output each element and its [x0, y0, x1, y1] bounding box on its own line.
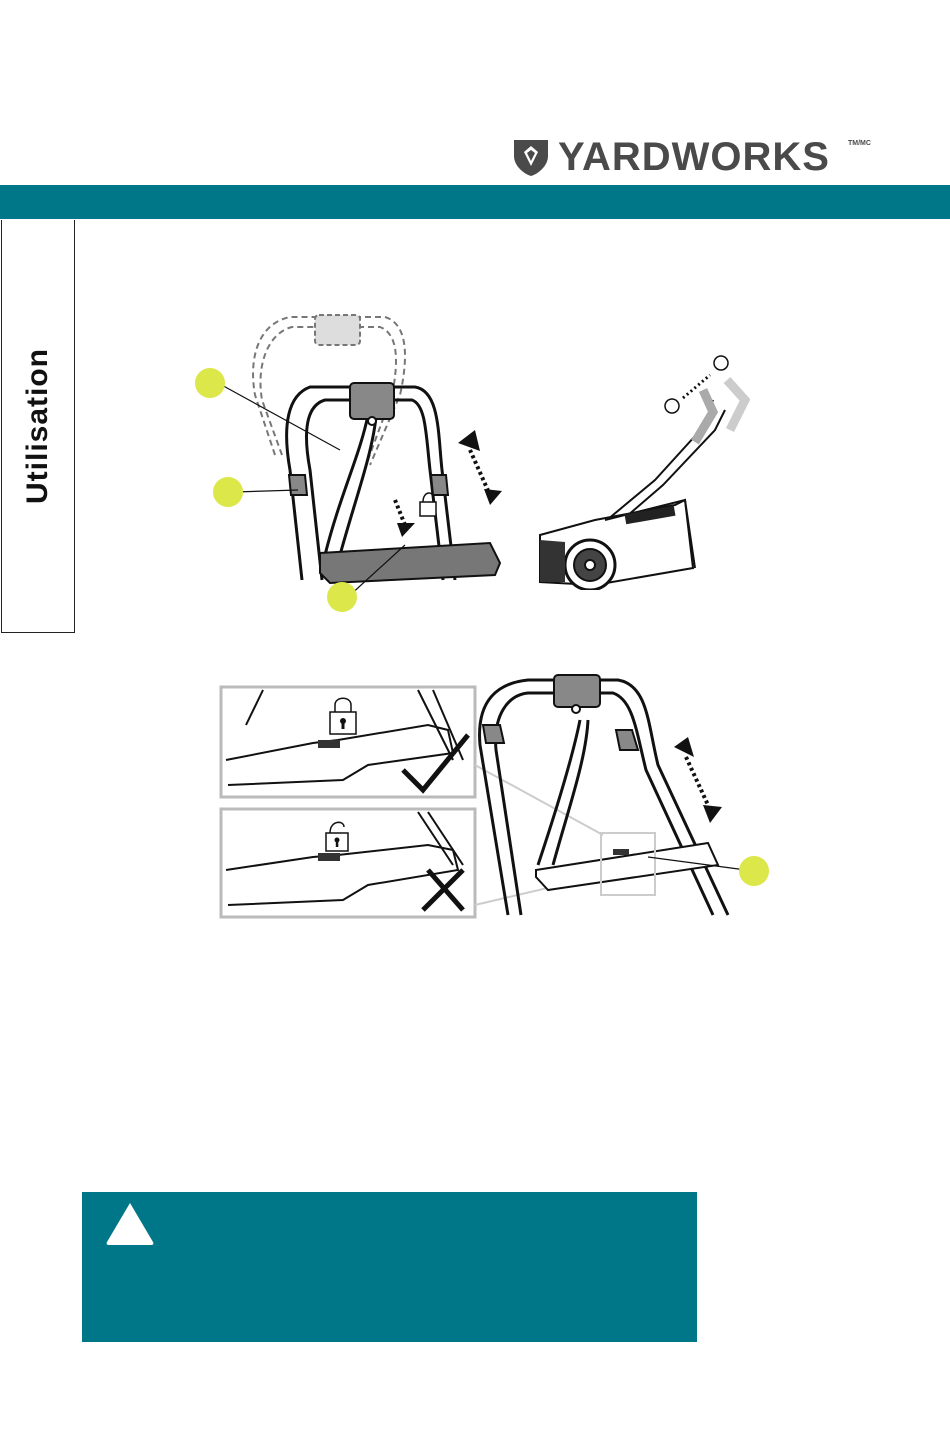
handle-adjust-figure [190, 305, 530, 615]
shield-logo-icon [510, 136, 552, 178]
callout-1 [195, 368, 225, 398]
brand-logo [510, 134, 880, 180]
brand-name: YARDWORKS [558, 135, 830, 179]
locked-detail-box [221, 687, 475, 797]
lock-detail-figure [218, 665, 778, 925]
brand-trademark: TM/MC [848, 140, 871, 147]
callout-2 [213, 477, 243, 507]
callout-3 [327, 582, 357, 612]
callout-4 [739, 856, 769, 886]
side-tab-label: Utilisation [21, 347, 54, 505]
warning-box [82, 1192, 697, 1342]
side-tab [1, 220, 75, 633]
mower-side-figure [535, 350, 750, 590]
header-band [0, 185, 950, 219]
warning-triangle-icon [104, 1200, 156, 1246]
